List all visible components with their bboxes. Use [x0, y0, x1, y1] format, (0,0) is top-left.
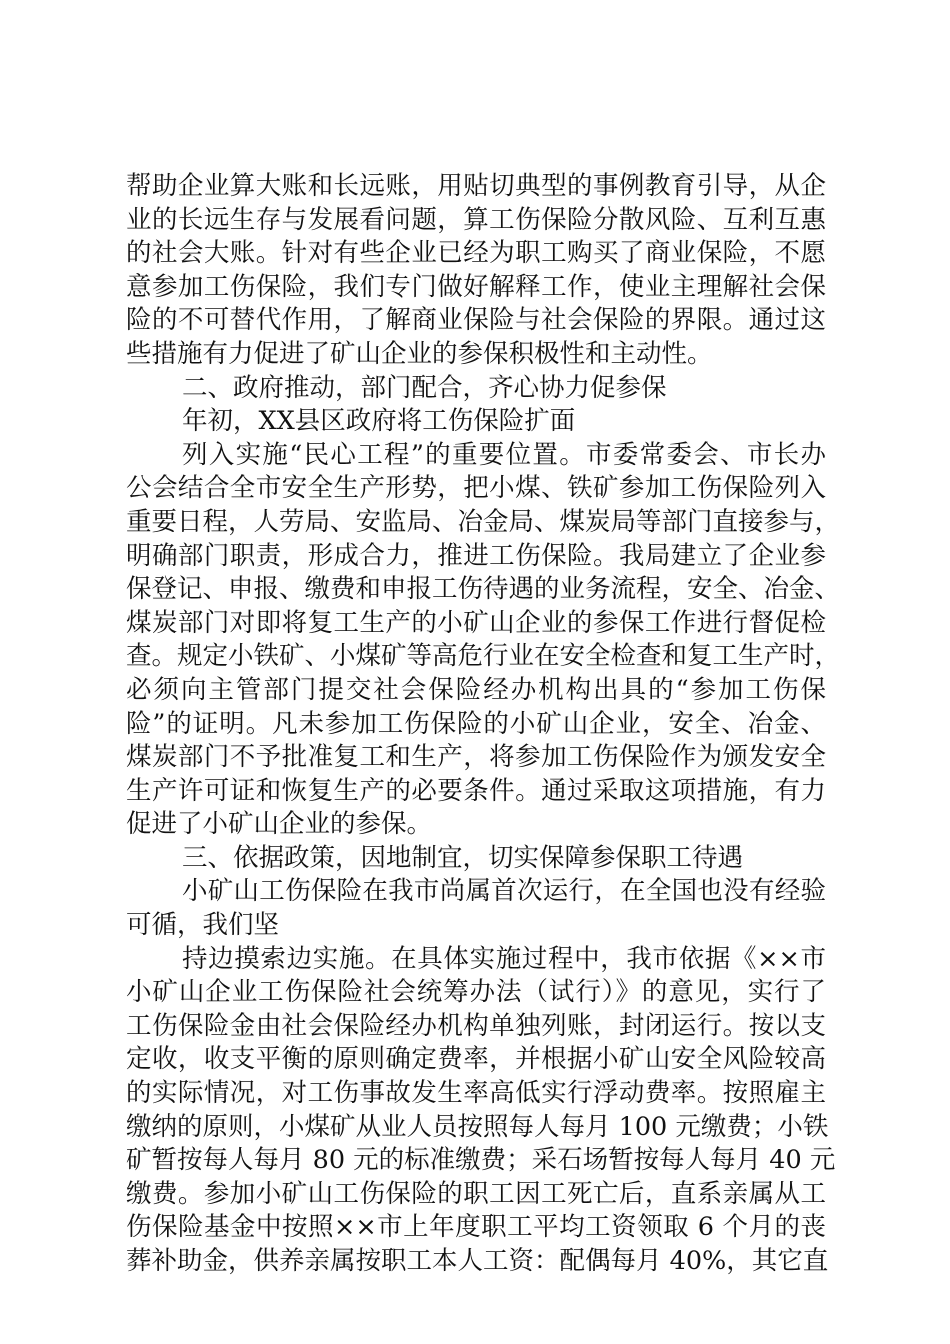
text-line: 明确部门职责，形成合力，推进工伤保险。我局建立了企业参: [126, 540, 826, 571]
text-line: 帮助企业算大账和长远账，用贴切典型的事例教育引导，从企: [126, 171, 826, 201]
text-line: 查。规定小铁矿、小煤矿等高危行业在安全检查和复工生产时，: [126, 641, 841, 672]
text-line: 的实际情况，对工伤事故发生率高低实行浮动费率。按照雇主: [126, 1078, 826, 1109]
text-line: 必须向主管部门提交社会保险经办机构出具的“参加工伤保: [126, 674, 826, 705]
text-line: 业的长远生存与发展看问题，算工伤保险分散风险、互利互惠: [126, 204, 826, 235]
document-body: [126, 170, 841, 1279]
text-line: 重要日程，人劳局、安监局、冶金局、煤炭局等部门直接参与，: [126, 506, 841, 537]
text-line: 可循，我们坚: [126, 910, 280, 941]
text-line: 煤炭部门对即将复工生产的小矿山企业的参保工作进行督促检: [126, 607, 826, 638]
text-line: 意参加工伤保险，我们专门做好解释工作，使业主理解社会保: [126, 271, 826, 302]
text-line: 伤保险基金中按照××市上年度职工平均工资领取 6 个月的丧: [126, 1212, 826, 1243]
text-line: 保登记、申报、缴费和申报工伤待遇的业务流程，安全、冶金、: [126, 574, 841, 605]
text-line: 公会结合全市安全生产形势，把小煤、铁矿参加工伤保险列入: [126, 473, 826, 504]
text-line: 煤炭部门不予批准复工和生产，将参加工伤保险作为颁发安全: [126, 742, 826, 773]
text-line: 促进了小矿山企业的参保。: [126, 809, 433, 840]
text-line: 小矿山企业工伤保险社会统筹办法（试行）》的意见，实行了: [126, 977, 826, 1008]
text-line: 缴纳的原则，小煤矿从业人员按照每人每月 100 元缴费；小铁: [126, 1111, 829, 1142]
text-line: 险的不可替代作用，了解商业保险与社会保险的界限。通过这: [126, 305, 826, 336]
text-line: 葬补助金，供养亲属按职工本人工资：配偶每月 40%，其它直: [126, 1246, 829, 1276]
text-line: 定收，收支平衡的原则确定费率，并根据小矿山安全风险较高: [126, 1044, 826, 1075]
text-line: 些措施有力促进了矿山企业的参保积极性和主动性。: [126, 338, 713, 369]
text-line: 小矿山工伤保险在我市尚属首次运行，在全国也没有经验: [182, 876, 826, 907]
text-line: 年初，XX县区政府将工伤保险扩面: [182, 406, 576, 437]
text-line: 持边摸索边实施。在具体实施过程中，我市依据《××市: [182, 943, 826, 974]
text-line: 生产许可证和恢复生产的必要条件。通过采取这项措施，有力: [126, 775, 826, 806]
text-line: 二、政府推动，部门配合，齐心协力促参保: [182, 372, 667, 403]
text-line: 险”的证明。凡未参加工伤保险的小矿山企业，安全、冶金、: [126, 708, 826, 739]
text-line: 工伤保险金由社会保险经办机构单独列账，封闭运行。按以支: [126, 1010, 826, 1041]
text-line: 缴费。参加小矿山工伤保险的职工因工死亡后，直系亲属从工: [126, 1178, 826, 1209]
text-line: 的社会大账。针对有些企业已经为职工购买了商业保险，不愿: [126, 238, 826, 269]
text-line: 三、依据政策，因地制宜，切实保障参保职工待遇: [182, 842, 744, 873]
text-line: 矿暂按每人每月 80 元的标准缴费；采石场暂按每人每月 40 元: [126, 1145, 836, 1176]
text-line: 列入实施“民心工程”的重要位置。市委常委会、市长办: [182, 439, 826, 470]
